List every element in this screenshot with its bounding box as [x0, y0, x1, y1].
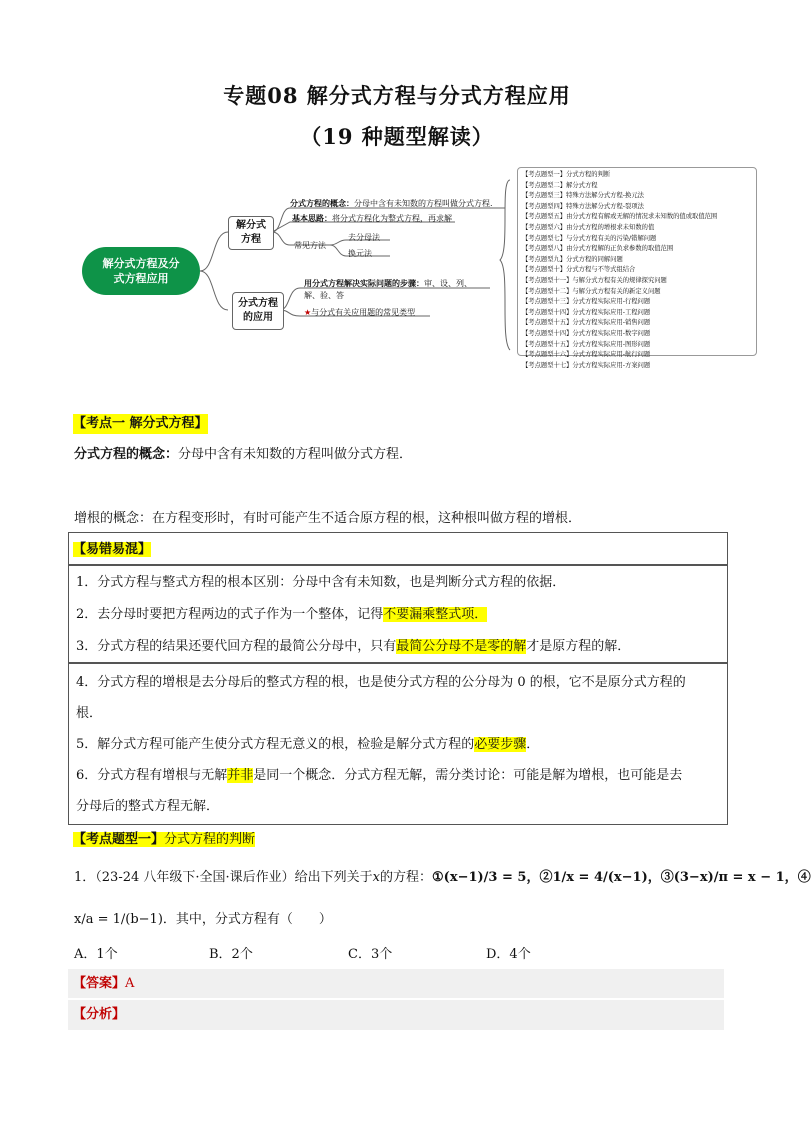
type-list-item: 【考点题型十一】与解分式方程有关的规律探究问题: [522, 276, 667, 284]
error-item-1: 1．分式方程与整式方程的根本区别：分母中含有未知数，也是判断分式方程的依据．: [76, 575, 566, 590]
type-list-item: 【考点题型一】分式方程的判断: [522, 171, 611, 178]
question-1: 1．（23-24 八年级下·全国·课后作业）给出下列关于x的方程：①(x−1)/3 = 5，②1/x = 4/(x−1)，③(3−x)/π = x − 1，④: [74, 870, 811, 885]
errors-header-box: [68, 532, 728, 565]
error-item-2: 2．去分母时要把方程两边的式子作为一个整体，记得不要漏乘整式项．: [76, 607, 488, 622]
type-list-item: 【考点题型六】由分式方程的增根求未知数的值: [522, 223, 655, 231]
analysis-band: [68, 1000, 724, 1030]
mindmap-idea: 基本思路：将分式方程化为整式方程，再求解: [292, 214, 452, 223]
answer-band: [68, 969, 724, 998]
error-item-4a: 4．分式方程的增根是去分母后的整式方程的根，也是使分式方程的公分母为 0 的根，它不是原分式方程的: [76, 675, 686, 690]
concept-line: 分式方程的概念：分母中含有未知数的方程叫做分式方程．: [74, 447, 413, 462]
errors-tag: 【易错易混】: [73, 542, 152, 557]
type-list-item: 【考点题型三】特殊方法解分式方程-换元法: [522, 192, 644, 200]
type-list-item: 【考点题型七】与分式方程有关的污染/错解问题: [522, 234, 657, 242]
type-list-item: 【考点题型十四】分式方程实际应用-工程问题: [522, 308, 651, 316]
mindmap-branch-apply: 分式方程的应用: [232, 292, 284, 330]
mindmap-method-2: 换元法: [348, 249, 372, 258]
page-title: 专题08 解分式方程与分式方程应用: [223, 83, 571, 108]
error-item-6b: 分母后的整式方程无解．: [76, 799, 220, 814]
option-b: B．2个: [209, 947, 253, 962]
type-list-item: 【考点题型十五】分式方程实际应用-销售问题: [522, 319, 651, 327]
star-icon: ★: [304, 308, 312, 317]
error-item-4b: 根．: [76, 706, 103, 721]
type-list-item: 【考点题型四】特殊方法解分式方程-裂项法: [522, 202, 644, 210]
type-list-item: 【考点题型十四】分式方程实际应用-数字问题: [522, 329, 651, 337]
type1-heading: 【考点题型一】分式方程的判断: [73, 832, 256, 847]
option-d: D．4个: [486, 947, 531, 962]
mindmap-root: 解分式方程及分式方程应用: [82, 247, 200, 295]
section-tag: 【考点一 解分式方程】: [73, 414, 208, 434]
analysis-line: 【分析】: [73, 1007, 126, 1022]
type-list-item: 【考点题型十六】分式方程实际应用-航行问题: [522, 351, 651, 359]
mindmap-concept: 分式方程的概念：分母中含有未知数的方程叫做分式方程.: [290, 199, 493, 208]
type-list-item: 【考点题型五】由分式方程有解或无解的情况求未知数的值或取值范围: [522, 213, 718, 221]
error-item-3: 3．分式方程的结果还要代回方程的最简公分母中，只有最简公分母不是零的解才是原方程的解．: [76, 639, 631, 654]
type-list-item: 【考点题型十】分式方程与不等式组结合: [522, 266, 636, 274]
option-c: C．3个: [348, 947, 393, 962]
mindmap-type-list: [517, 167, 757, 369]
type-list-item: 【考点题型八】由分式方程解的正负求参数的取值范围: [522, 245, 674, 253]
type-list-item: 【考点题型十五】分式方程实际应用-图形问题: [522, 340, 651, 348]
question-1-cont: x/a = 1/(b−1)．其中，分式方程有（ ）: [74, 912, 332, 927]
mindmap-steps: 用分式方程解决实际问题的步骤：审、设、列、: [304, 279, 472, 288]
error-item-5: 5．解分式方程可能产生使分式方程无意义的根，检验是解分式方程的必要步骤．: [76, 737, 540, 752]
mindmap-types-label: ★与分式有关应用题的常见类型: [304, 308, 416, 317]
type-list-item: 【考点题型十七】分式方程实际应用-方案问题: [522, 361, 651, 369]
answer-line: 【答案】A: [73, 976, 135, 991]
type-list-item: 【考点题型九】分式方程的同解问题: [522, 255, 623, 263]
mindmap-method-1: 去分母法: [348, 233, 380, 242]
mindmap-steps-2: 解、验、答: [304, 291, 344, 300]
extraneous-root-line: 增根的概念：在方程变形时，有时可能产生不适合原方程的根，这种根叫做方程的增根．: [74, 511, 582, 526]
type-list-item: 【考点题型十三】分式方程实际应用-行程问题: [522, 298, 651, 306]
error-item-6a: 6．分式方程有增根与无解并非是同一个概念．分式方程无解，需分类讨论：可能是解为增根，也可能是去: [76, 768, 683, 783]
type-list-item: 【考点题型十二】与解分式方程有关的新定义问题: [522, 287, 661, 295]
option-a: A．1个: [74, 947, 118, 962]
type-list-item: 【考点题型二】解分式方程: [522, 181, 598, 189]
mindmap-branch-solve: 解分式方程: [228, 216, 274, 250]
mindmap-methods: 常见方法: [294, 241, 326, 250]
page-subtitle: （19 种题型解读）: [300, 124, 494, 149]
